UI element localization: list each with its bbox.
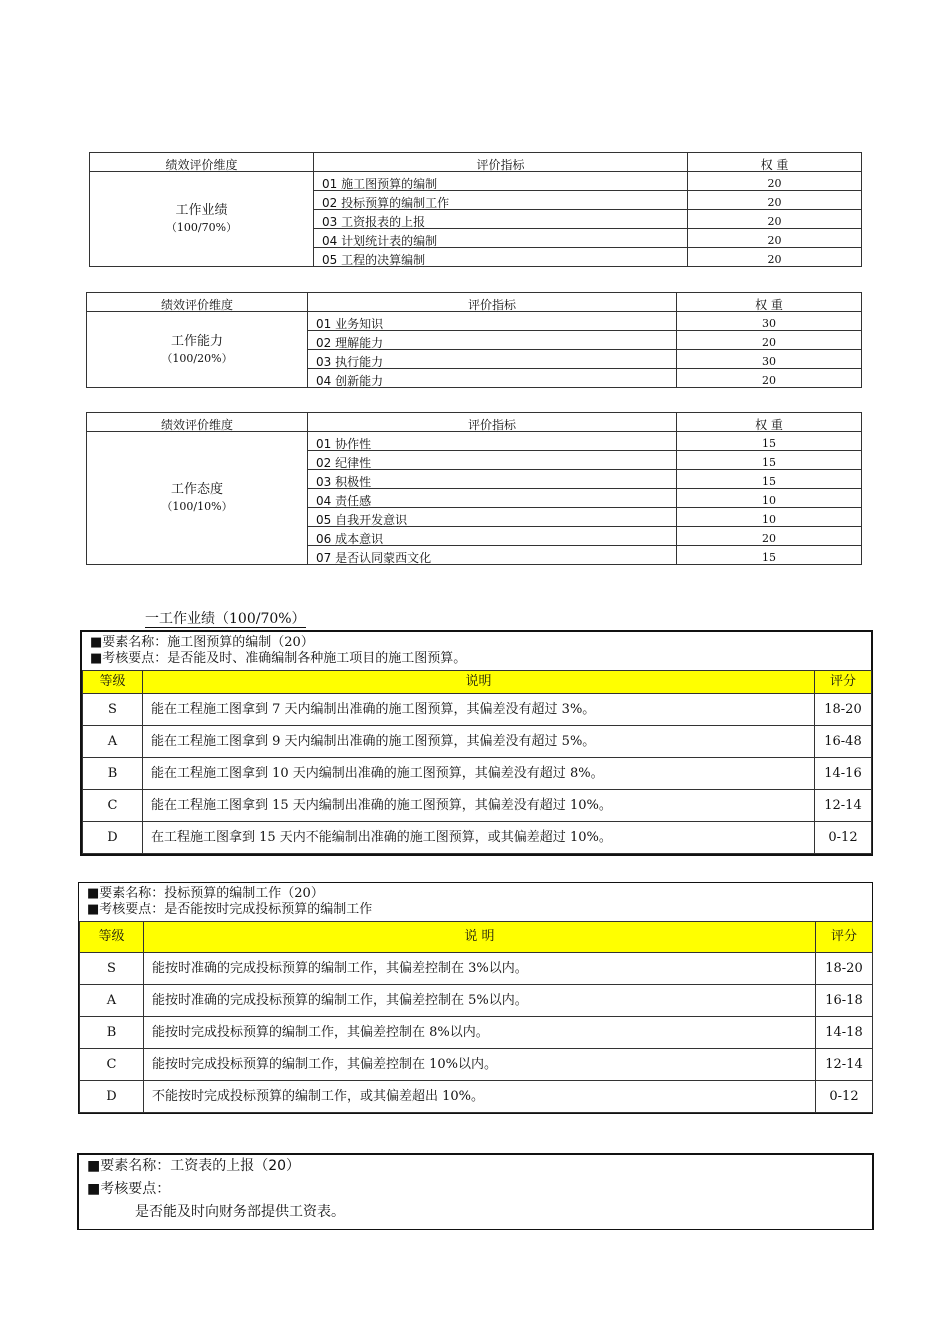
weight-cell: 20 [688, 191, 862, 210]
level-cell: D [83, 822, 143, 854]
weight-cell: 30 [677, 350, 862, 369]
dimension-name: 工作能力 [170, 333, 223, 349]
weight-cell: 30 [677, 312, 862, 331]
indicator-cell: 07 是否认同蒙西文化 [308, 546, 677, 565]
indicator-cell: 01 施工图预算的编制 [314, 172, 688, 191]
desc-cell: 能在工程施工图拿到 7 天内编制出准确的施工图预算，其偏差没有超过 3%。 [143, 694, 815, 726]
weight-cell: 10 [677, 508, 862, 527]
desc-cell: 能在工程施工图拿到 10 天内编制出准确的施工图预算，其偏差没有超过 8%。 [143, 758, 815, 790]
weight-cell: 20 [688, 229, 862, 248]
dimension-cell [87, 432, 308, 565]
level-cell: S [80, 953, 144, 985]
indicator-cell: 02 纪律性 [308, 451, 677, 470]
level-cell: A [83, 726, 143, 758]
weight-cell: 15 [677, 470, 862, 489]
weight-cell: 10 [677, 489, 862, 508]
score-cell: 16-48 [815, 726, 872, 758]
indicator-cell: 05 自我开发意识 [308, 508, 677, 527]
score-cell: 12-14 [816, 1049, 873, 1081]
header-desc: 说 明 [144, 922, 816, 953]
key-point: ■考核要点：是否能及时、准确编制各种施工项目的施工图预算。 [90, 651, 467, 666]
table-row [80, 1049, 873, 1081]
indicator-cell: 01 业务知识 [308, 312, 677, 331]
grading-table [79, 921, 873, 1113]
table-row [80, 1081, 873, 1113]
table-row [83, 694, 872, 726]
weight-cell: 15 [677, 451, 862, 470]
grading-table [82, 670, 872, 854]
header-score: 评分 [815, 671, 872, 694]
weight-cell: 20 [688, 172, 862, 191]
table-row [83, 822, 872, 854]
weight-table-ability [86, 292, 862, 388]
level-cell: B [80, 1017, 144, 1049]
dimension-cell [87, 312, 308, 388]
weight-cell: 20 [677, 369, 862, 388]
desc-cell: 能按时完成投标预算的编制工作，其偏差控制在 10%以内。 [144, 1049, 816, 1081]
indicator-cell: 04 创新能力 [308, 369, 677, 388]
key-point-text: 是否能及时向财务部提供工资表。 [135, 1204, 345, 1220]
element-name: ■要素名称：施工图预算的编制（20） [90, 635, 314, 650]
key-point: ■考核要点：是否能按时完成投标预算的编制工作 [87, 902, 373, 917]
indicator-cell: 03 工资报表的上报 [314, 210, 688, 229]
header-score: 评分 [816, 922, 873, 953]
indicator-cell: 02 投标预算的编制工作 [314, 191, 688, 210]
weight-cell: 20 [677, 527, 862, 546]
score-cell: 0-12 [816, 1081, 873, 1113]
dimension-ratio: （100/20%） [161, 351, 233, 365]
element-box-salary-report [77, 1153, 874, 1230]
table-row [83, 758, 872, 790]
grading-box-bid-budget [78, 882, 873, 1114]
element-name: ■要素名称：工资表的上报（20） [87, 1158, 301, 1174]
dimension-ratio: （100/70%） [165, 221, 238, 234]
indicator-cell: 05 工程的决算编制 [314, 248, 688, 267]
weight-cell: 15 [677, 546, 862, 565]
level-cell: B [83, 758, 143, 790]
indicator-cell: 02 理解能力 [308, 331, 677, 350]
score-cell: 0-12 [815, 822, 872, 854]
level-cell: C [80, 1049, 144, 1081]
indicator-cell: 03 执行能力 [308, 350, 677, 369]
score-cell: 18-20 [815, 694, 872, 726]
header-dimension: 绩效评价维度 [87, 413, 308, 432]
header-level: 等级 [83, 671, 143, 694]
weight-cell: 20 [688, 248, 862, 267]
grading-box-construction-budget [80, 630, 873, 856]
weight-cell: 20 [688, 210, 862, 229]
dimension-ratio: （100/10%） [161, 500, 233, 513]
indicator-cell: 06 成本意识 [308, 527, 677, 546]
desc-cell: 能按时完成投标预算的编制工作，其偏差控制在 8%以内。 [144, 1017, 816, 1049]
header-level: 等级 [80, 922, 144, 953]
level-cell: A [80, 985, 144, 1017]
desc-cell: 能在工程施工图拿到 9 天内编制出准确的施工图预算，其偏差没有超过 5%。 [143, 726, 815, 758]
indicator-cell: 03 积极性 [308, 470, 677, 489]
desc-cell: 不能按时完成投标预算的编制工作，或其偏差超出 10%。 [144, 1081, 816, 1113]
table-row [83, 726, 872, 758]
weight-table-attitude [86, 412, 862, 565]
header-weight: 权 重 [677, 293, 862, 312]
element-name: ■要素名称：投标预算的编制工作（20） [87, 886, 324, 901]
dimension-name: 工作业绩 [175, 203, 228, 218]
desc-cell: 能按时准确的完成投标预算的编制工作，其偏差控制在 3%以内。 [144, 953, 816, 985]
weight-cell: 20 [677, 331, 862, 350]
desc-cell: 能按时准确的完成投标预算的编制工作，其偏差控制在 5%以内。 [144, 985, 816, 1017]
header-indicator: 评价指标 [308, 413, 677, 432]
table-row [80, 985, 873, 1017]
level-cell: S [83, 694, 143, 726]
level-cell: C [83, 790, 143, 822]
header-weight: 权 重 [677, 413, 862, 432]
section-title: 一工作业绩（100/70%） [145, 611, 306, 627]
score-cell: 18-20 [816, 953, 873, 985]
header-weight: 权 重 [688, 153, 862, 172]
score-cell: 16-18 [816, 985, 873, 1017]
indicator-cell: 01 协作性 [308, 432, 677, 451]
indicator-cell: 04 责任感 [308, 489, 677, 508]
weight-cell: 15 [677, 432, 862, 451]
header-dimension: 绩效评价维度 [90, 153, 314, 172]
level-cell: D [80, 1081, 144, 1113]
score-cell: 12-14 [815, 790, 872, 822]
table-row [80, 1017, 873, 1049]
dimension-name: 工作态度 [170, 482, 223, 497]
key-point-label: ■考核要点： [87, 1181, 171, 1197]
header-indicator: 评价指标 [314, 153, 688, 172]
desc-cell: 能在工程施工图拿到 15 天内编制出准确的施工图预算，其偏差没有超过 10%。 [143, 790, 815, 822]
header-desc: 说明 [143, 671, 815, 694]
desc-cell: 在工程施工图拿到 15 天内不能编制出准确的施工图预算，或其偏差超过 10%。 [143, 822, 815, 854]
table-row [80, 953, 873, 985]
score-cell: 14-18 [816, 1017, 873, 1049]
score-cell: 14-16 [815, 758, 872, 790]
header-indicator: 评价指标 [308, 293, 677, 312]
weight-table-performance [89, 152, 862, 267]
indicator-cell: 04 计划统计表的编制 [314, 229, 688, 248]
header-dimension: 绩效评价维度 [87, 293, 308, 312]
table-row [83, 790, 872, 822]
dimension-cell [90, 172, 314, 267]
